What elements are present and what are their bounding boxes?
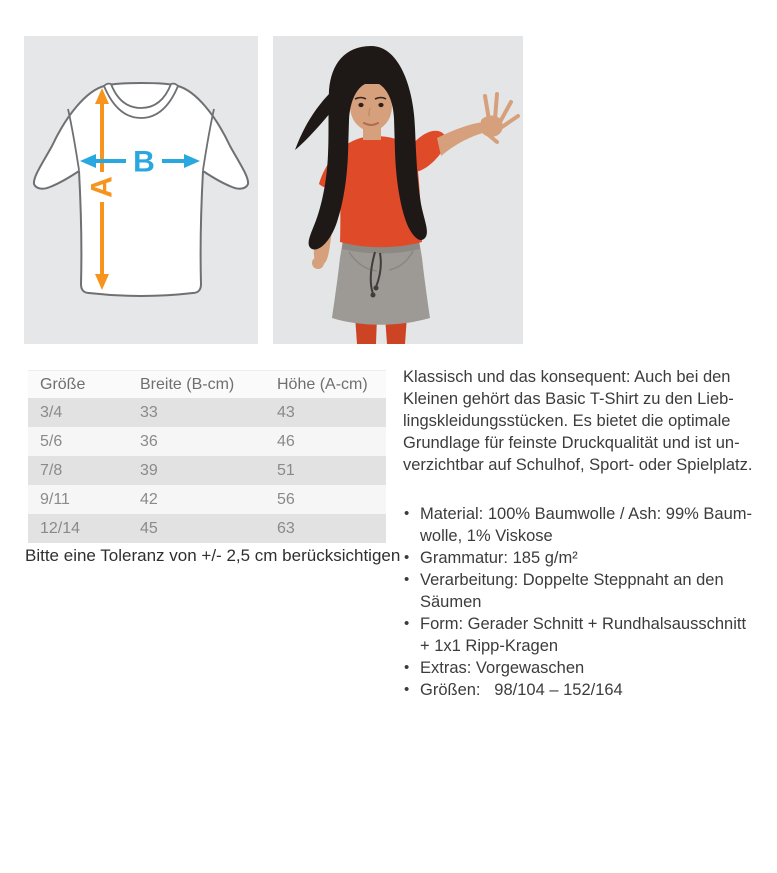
cell-size: 12/14 (28, 514, 128, 543)
size-table (28, 370, 386, 543)
cell-size: 3/4 (28, 398, 128, 427)
cell-width: 45 (128, 514, 265, 543)
size-diagram-graphic (24, 36, 258, 344)
cell-height: 63 (265, 514, 386, 543)
feature-line: • Verarbeitung: Doppelte Steppnaht an den (420, 571, 724, 589)
header-width: Breite (B-cm) (128, 371, 265, 399)
cell-width: 33 (128, 398, 265, 427)
cell-height: 46 (265, 427, 386, 456)
cell-width: 36 (128, 427, 265, 456)
feature-line: • Material: 100% Baumwolle / Ash: 99% Baum- (420, 505, 752, 523)
measure-a-label: A (85, 176, 119, 198)
cell-width: 39 (128, 456, 265, 485)
product-photo (273, 36, 523, 344)
cell-height: 43 (265, 398, 386, 427)
header-size: Größe (28, 371, 128, 399)
feature-line: • Form: Gerader Schnitt + Rundhalsausschnitt (420, 615, 747, 633)
feature-item-grammatur (403, 547, 763, 569)
cell-width: 42 (128, 485, 265, 514)
description-line: Kleinen gehört das Basic T-Shirt zu den Lieb- (403, 390, 734, 408)
feature-line: wolle, 1% Viskose (420, 527, 553, 545)
table-row (28, 398, 386, 427)
feature-line: • Größen: 98/104 – 152/164 (420, 681, 623, 699)
feature-line: • Grammatur: 185 g/m² (420, 549, 578, 567)
feature-item-extras (403, 657, 763, 679)
header-height: Höhe (A-cm) (265, 371, 386, 399)
table-row (28, 427, 386, 456)
description-line: lingskleidungsstücken. Es bietet die optimale (403, 412, 731, 430)
feature-line: • Extras: Vorgewaschen (420, 659, 585, 677)
size-diagram (24, 36, 258, 344)
feature-item-material (403, 503, 763, 547)
cell-height: 56 (265, 485, 386, 514)
cell-size: 5/6 (28, 427, 128, 456)
table-row (28, 456, 386, 485)
girl-photo-illustration (273, 36, 523, 344)
cell-height: 51 (265, 456, 386, 485)
drawstring-toggle (371, 293, 376, 298)
denim-skirt (332, 240, 430, 325)
feature-item-form (403, 613, 763, 657)
feature-item-groessen (403, 679, 763, 701)
product-description (403, 366, 755, 476)
feature-list (403, 503, 763, 701)
drawstring-toggle (374, 286, 379, 291)
table-row (28, 485, 386, 514)
description-line: Klassisch und das konsequent: Auch bei den (403, 368, 731, 386)
measure-b-label: B (133, 145, 155, 179)
tolerance-note: Bitte eine Toleranz von +/- 2,5 cm berücksichtigen (25, 546, 401, 565)
cell-size: 7/8 (28, 456, 128, 485)
cell-size: 9/11 (28, 485, 128, 514)
hand-palm (480, 116, 503, 137)
description-line: Grundlage für feinste Druckqualität und ist un- (403, 434, 740, 452)
feature-line: Säumen (420, 593, 482, 611)
table-row (28, 514, 386, 543)
feature-item-verarbeitung (403, 569, 763, 613)
description-line: verzichtbar auf Schulhof, Sport- oder Spielplatz. (403, 456, 753, 474)
size-table-header-row (28, 371, 386, 399)
feature-line: + 1x1 Ripp-Kragen (420, 637, 559, 655)
